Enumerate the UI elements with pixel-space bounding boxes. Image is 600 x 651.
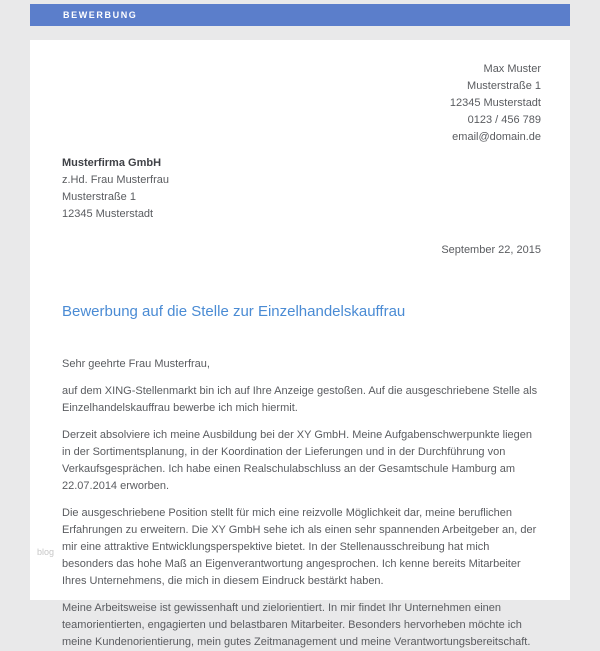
watermark-text: blog	[37, 547, 55, 557]
recipient-street: Musterstraße 1	[62, 191, 136, 204]
paragraph-intro: auf dem XING-Stellenmarkt bin ich auf Ihre Anzeige gestoßen. Auf die ausgeschriebene Stelle als Einzelhandelskauffrau bewerbe ich mich hiermit.	[62, 384, 538, 414]
sender-street: Musterstraße 1	[467, 80, 541, 93]
recipient-company: Musterfirma GmbH	[62, 157, 162, 170]
sender-address-block	[62, 61, 541, 146]
paragraph-current-position: Derzeit absolviere ich meine Ausbildung bei der XY GmbH. Meine Aufgabenschwerpunkte liegen in der Sortimentsplanung, in der Koordination der Lieferungen und in der Durchführung von Verkaufsgesprächen. Ich habe einen Realschulabschluss an der Gesamtschule Hamburg am 22.07.2014 erworben.	[62, 428, 533, 492]
letter-page	[30, 40, 570, 649]
app-header-bar	[30, 4, 570, 26]
sender-phone: 0123 / 456 789	[467, 114, 541, 127]
recipient-contact: z.Hd. Frau Musterfrau	[62, 174, 169, 187]
recipient-city: 12345 Musterstadt	[62, 208, 154, 221]
header-title: BEWERBUNG	[63, 10, 138, 20]
sender-email: email@domain.de	[452, 131, 541, 144]
letter-subject: Bewerbung auf die Stelle zur Einzelhandelskauffrau	[62, 303, 406, 321]
paragraph-strengths: Meine Arbeitsweise ist gewissenhaft und zielorientiert. In mir findet Ihr Unternehmen einen teamorientierten, engagierten und belastbaren Mitarbeiter. Besonders hervorheben möchte ich meine Kundenorientierung, mein gutes Zeitmanagement und meine Verantwortungsbereitschaft.	[62, 602, 531, 649]
sender-name: Max Muster	[483, 63, 541, 75]
paragraph-motivation: Die ausgeschriebene Position stellt für mich eine reizvolle Möglichkeit dar, meine beruflichen Erfahrungen zu erweitern. Die XY GmbH sehe ich als einen sehr spannenden Arbeitgeber an, der mir eine attraktive Entwicklungsperspektive bietet. In der Stellenausschreibung hat mich besonders das hohe Maß an Eigenverantwortung angesprochen. Ich kenne bereits Mitarbeiter Ihres Unternehmens, die mich in diesem Eindruck bestärkt haben.	[62, 507, 537, 588]
sender-city: 12345 Musterstadt	[449, 97, 541, 110]
salutation: Sehr geehrte Frau Musterfrau,	[62, 357, 210, 370]
recipient-address-block	[62, 155, 541, 223]
letter-date: September 22, 2015	[441, 244, 541, 257]
